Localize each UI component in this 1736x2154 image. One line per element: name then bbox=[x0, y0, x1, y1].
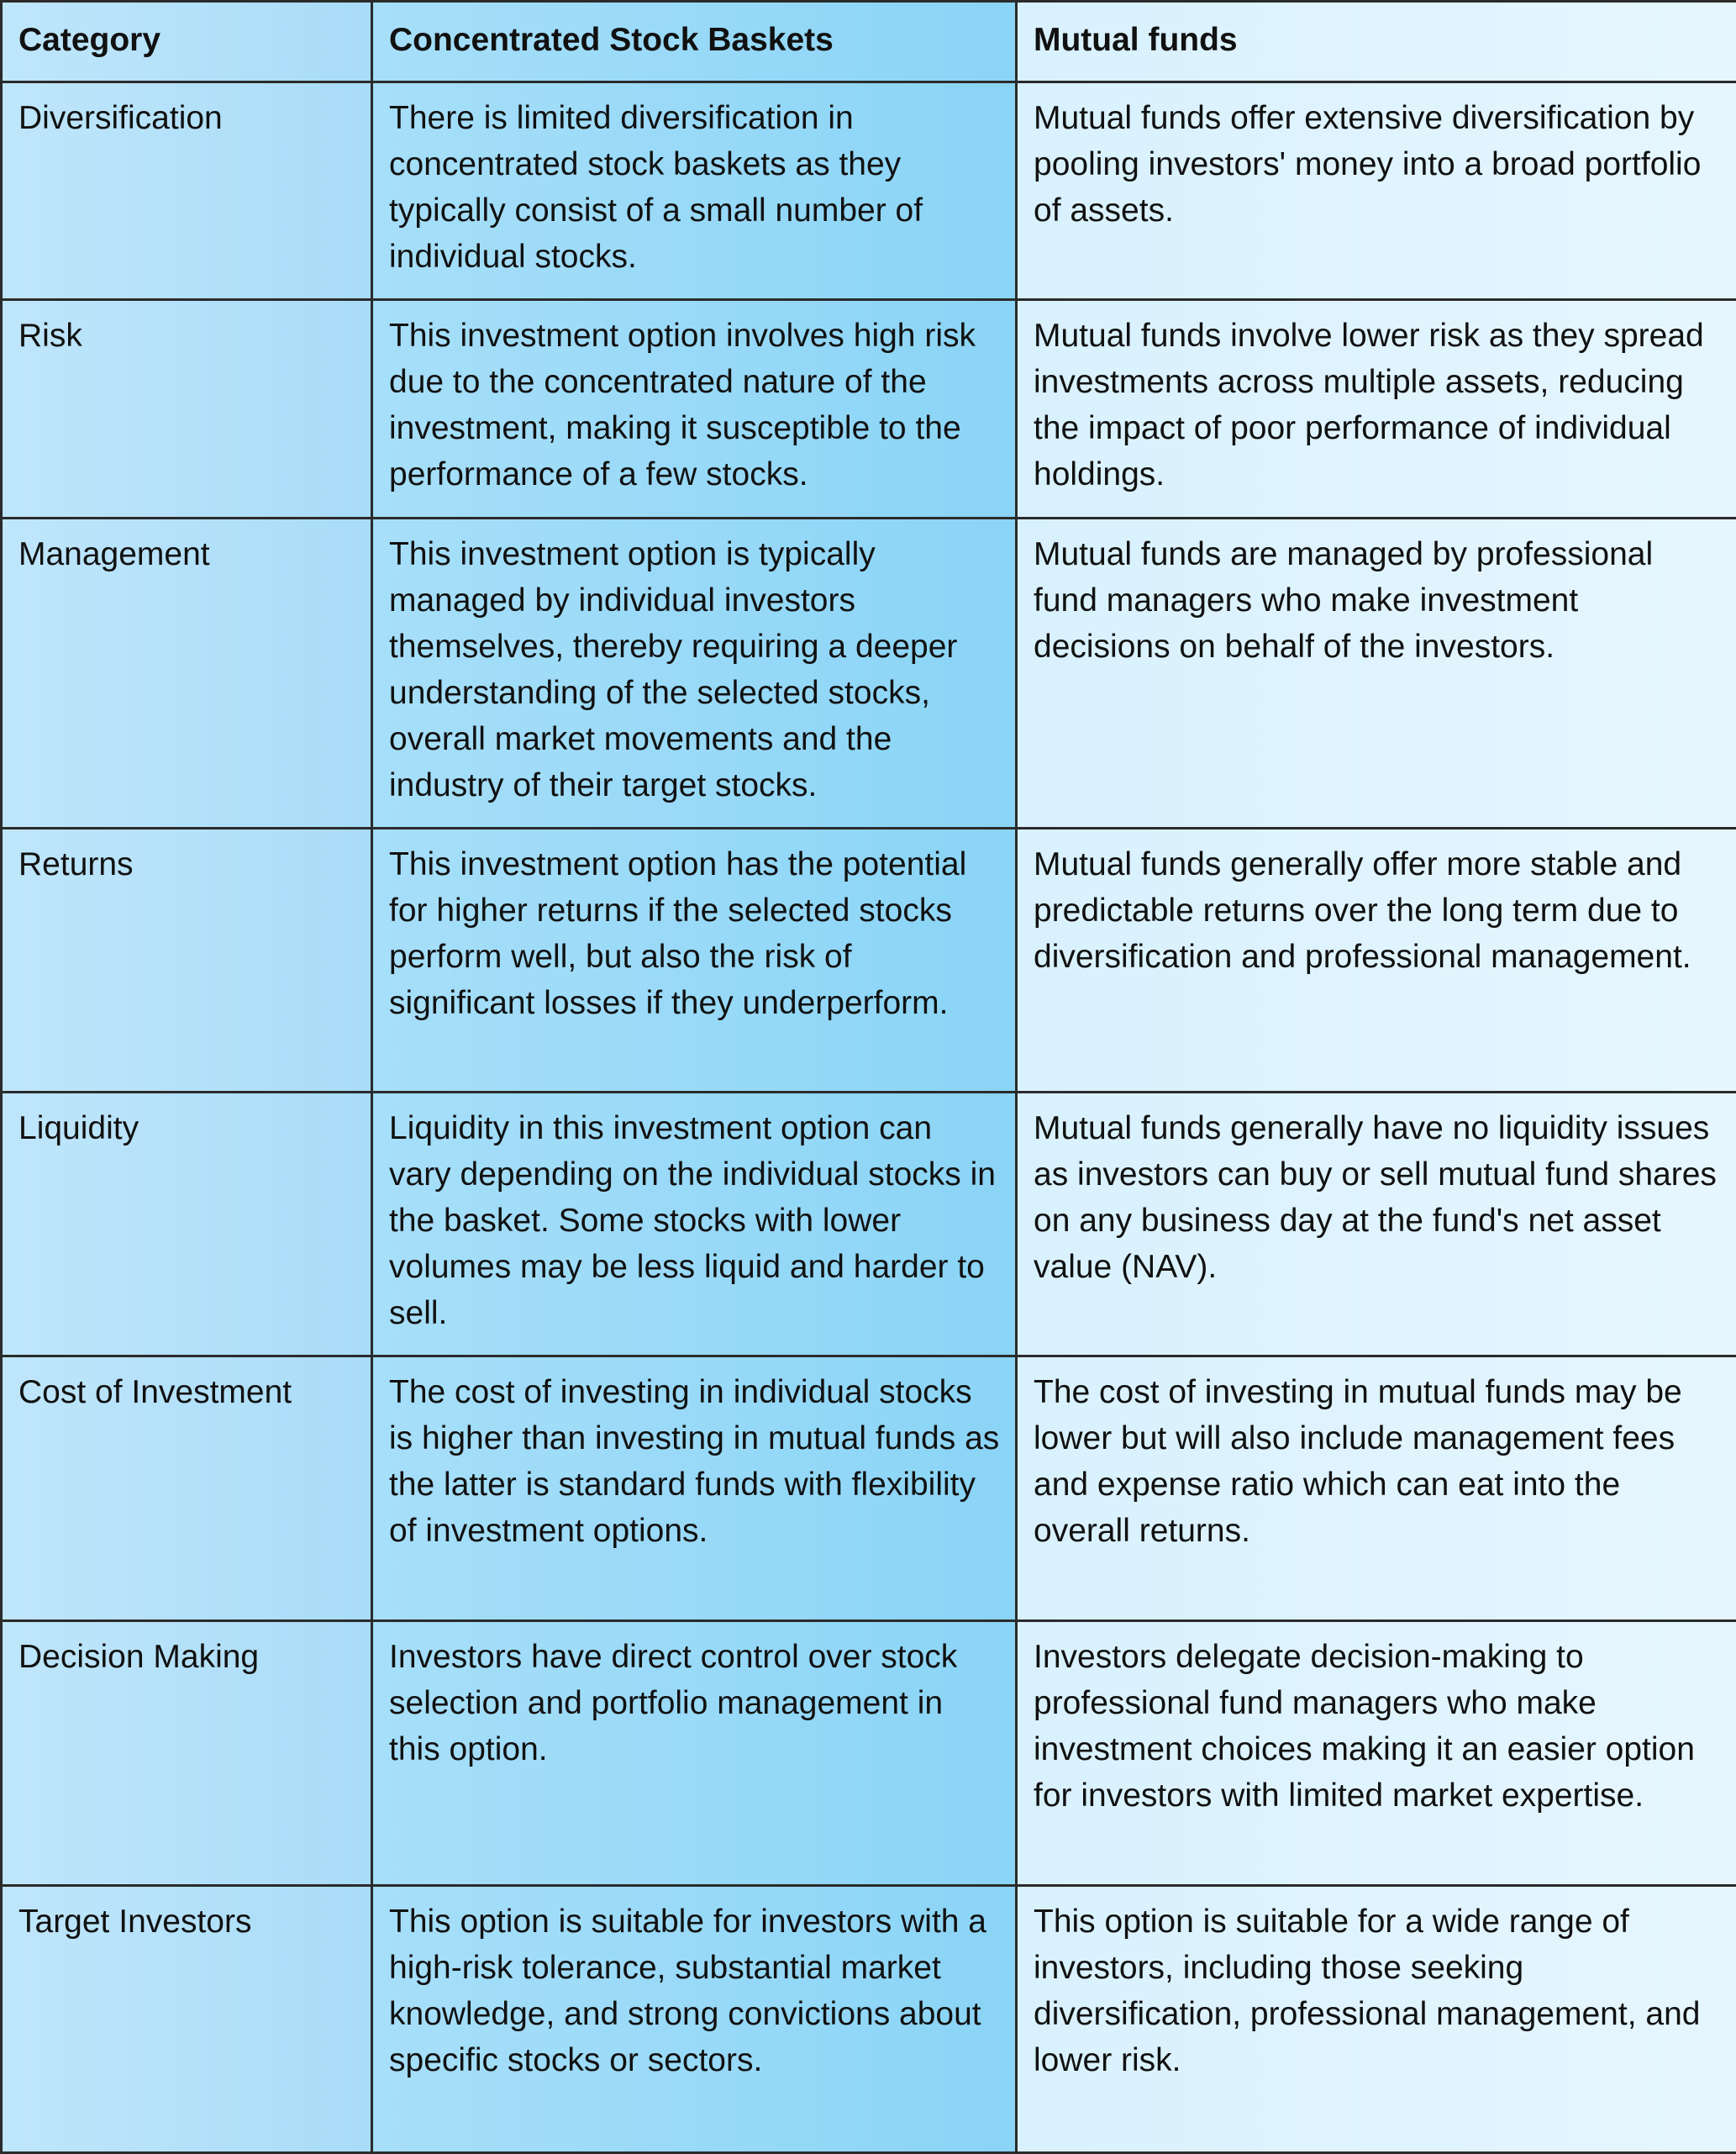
category-cell: Decision Making bbox=[2, 1621, 372, 1886]
header-category: Category bbox=[2, 2, 372, 82]
table-row bbox=[2, 1356, 1736, 1621]
category-cell: Returns bbox=[2, 829, 372, 1093]
category-cell: Risk bbox=[2, 300, 372, 519]
stock-baskets-cell: This investment option has the potential for higher returns if the selected stocks perform well, but also the risk of significant losses if they underperform. bbox=[372, 829, 1017, 1093]
stock-baskets-cell: Investors have direct control over stock selection and portfolio management in this option. bbox=[372, 1621, 1017, 1886]
table-row bbox=[2, 1886, 1736, 2153]
category-cell: Diversification bbox=[2, 82, 372, 300]
stock-baskets-cell: This investment option is typically managed by individual investors themselves, thereby requiring a deeper understanding of the selected stocks, overall market movements and the industry of their target stocks. bbox=[372, 519, 1017, 829]
stock-baskets-cell: There is limited diversification in concentrated stock baskets as they typically consist of a small number of individual stocks. bbox=[372, 82, 1017, 300]
stock-baskets-cell: This investment option involves high risk due to the concentrated nature of the investment, making it susceptible to the performance of a few stocks. bbox=[372, 300, 1017, 519]
category-cell: Liquidity bbox=[2, 1093, 372, 1356]
mutual-funds-cell: Investors delegate decision-making to professional fund managers who make investment choices making it an easier option for investors with limited market expertise. bbox=[1017, 1621, 1736, 1886]
mutual-funds-cell: Mutual funds offer extensive diversification by pooling investors' money into a broad portfolio of assets. bbox=[1017, 82, 1736, 300]
mutual-funds-cell: This option is suitable for a wide range of investors, including those seeking diversification, professional management, and lower risk. bbox=[1017, 1886, 1736, 2153]
stock-baskets-cell: The cost of investing in individual stocks is higher than investing in mutual funds as the latter is standard funds with flexibility of investment options. bbox=[372, 1356, 1017, 1621]
category-cell: Management bbox=[2, 519, 372, 829]
mutual-funds-cell: Mutual funds generally have no liquidity issues as investors can buy or sell mutual fund shares on any business day at the fund's net asset value (NAV). bbox=[1017, 1093, 1736, 1356]
table-row bbox=[2, 1093, 1736, 1356]
stock-baskets-cell: Liquidity in this investment option can vary depending on the individual stocks in the basket. Some stocks with lower volumes may be less liquid and harder to sell. bbox=[372, 1093, 1017, 1356]
mutual-funds-cell: The cost of investing in mutual funds may be lower but will also include management fees and expense ratio which can eat into the overall returns. bbox=[1017, 1356, 1736, 1621]
table-row bbox=[2, 300, 1736, 519]
mutual-funds-cell: Mutual funds are managed by professional fund managers who make investment decisions on behalf of the investors. bbox=[1017, 519, 1736, 829]
table-row bbox=[2, 519, 1736, 829]
header-stock-baskets: Concentrated Stock Baskets bbox=[372, 2, 1017, 82]
table-row bbox=[2, 829, 1736, 1093]
stock-baskets-cell: This option is suitable for investors with a high-risk tolerance, substantial market knowledge, and strong convictions about specific stocks or sectors. bbox=[372, 1886, 1017, 2153]
header-mutual-funds: Mutual funds bbox=[1017, 2, 1736, 82]
mutual-funds-cell: Mutual funds involve lower risk as they spread investments across multiple assets, reducing the impact of poor performance of individual holdings. bbox=[1017, 300, 1736, 519]
header-row bbox=[2, 2, 1736, 82]
table-row bbox=[2, 82, 1736, 300]
table-row bbox=[2, 1621, 1736, 1886]
category-cell: Cost of Investment bbox=[2, 1356, 372, 1621]
mutual-funds-cell: Mutual funds generally offer more stable and predictable returns over the long term due to diversification and professional management. bbox=[1017, 829, 1736, 1093]
category-cell: Target Investors bbox=[2, 1886, 372, 2153]
